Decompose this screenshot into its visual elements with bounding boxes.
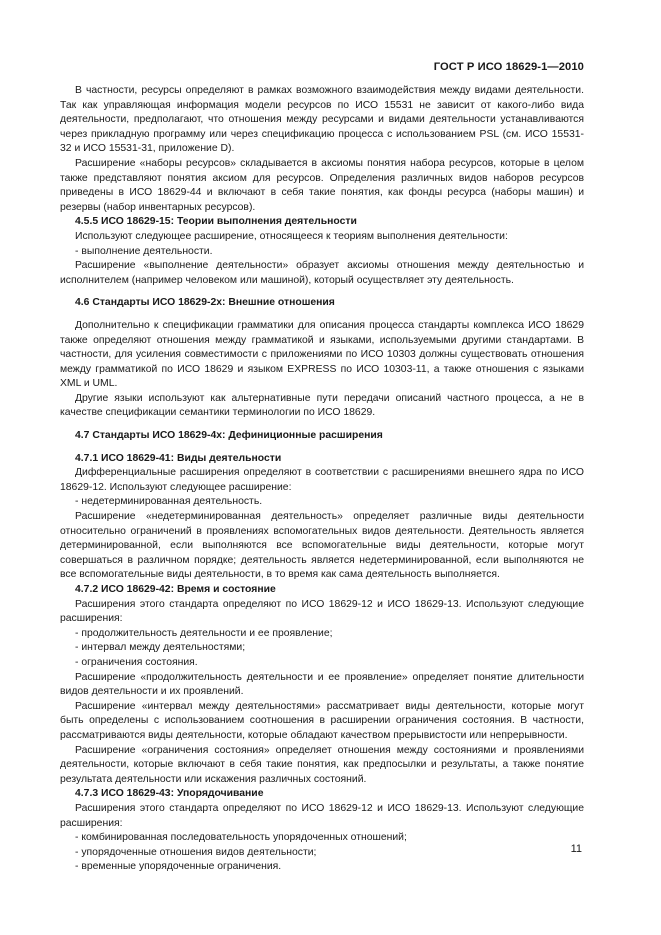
paragraph: В частности, ресурсы определяют в рамках возможного взаимодействия между видами деятельности. Так как управляющая информация модели ресурсов по ИСО 15531 не зависит от какого-либо вида деятельности, предполагают, что отношения между ресурсами и видами деятельности устанавливаются через прикладную программу или через спецификацию процесса с использованием PSL (см. ИСО 15531-32 и ИСО 15531-31, приложение D). [60,85,584,155]
list-item: - временные упорядоченные ограничения. [75,861,282,873]
paragraph: Расширение «продолжительность деятельности и ее проявление» определяет понятие длительности видов деятельности и их проявлений. [60,671,584,698]
list-item: - ограничения состояния. [75,656,198,668]
paragraph: Расширение «наборы ресурсов» складывается в аксиомы понятия набора ресурсов, которые в целом также представляют понятия аксиом для ресурсов. Определения различных видов наборов ресурсов приведены в ИСО 18629-44 и включают в себя такие понятия, как фонды ресурса (наборы машин) и резервы (набор инвентарных ресурсов). [60,157,584,213]
section-heading: 4.7.3 ИСО 18629-43: Упорядочивание [75,788,264,800]
paragraph: Дифференциальные расширения определяют в соответствии с расширениями внешнего ядра по ИСО 18629-12. Используют следующее расширение: [60,467,584,493]
standard-header: ГОСТ Р ИСО 18629-1—2010 [433,61,584,73]
section-heading: 4.5.5 ИСО 18629-15: Теории выполнения деятельности [75,216,357,228]
section-heading: 4.7.2 ИСО 18629-42: Время и состояние [75,584,276,595]
paragraph: Расширения этого стандарта определяют по ИСО 18629-12 и ИСО 18629-13. Используют следующие расширения: [60,802,584,829]
paragraph: Расширение «выполнение деятельности» образует аксиомы отношения между деятельностью и исполнителем (например человеком или машиной), который осуществляет эту деятельность. [60,260,584,286]
document-body [60,84,584,875]
section-heading: 4.7 Стандарты ИСО 18629-4х: Дефиниционные расширения [75,430,383,442]
paragraph: Дополнительно к спецификации грамматики для описания процесса стандарты комплекса ИСО 18629 также определяют отношения между грамматикой и языками, используемыми другими стандартами. В частности, для усиления совместимости с приложениями по ИСО 10303 должны существовать отношения между грамматикой по ИСО 18629 и языком EXPRESS по ИСО 10303-11, а также отношения с языками XML и UML. [60,319,584,390]
section-heading: 4.7.1 ИСО 18629-41: Виды деятельности [75,452,282,464]
paragraph: Расширение «недетерминированная деятельность» определяет различные виды деятельности относительно ограничений в проявлениях вспомогательных видов деятельности. Деятельность является детерминированной, если выполняются все вспомогательные виды деятельности, которые могут совершаться в различном порядке; деятельность является недетерминированной, если выполняются не все вспомогательные виды деятельности, в то время как сама деятельность выполняется. [60,511,584,581]
paragraph: Используют следующее расширение, относящееся к теориям выполнения деятельности: [75,230,508,242]
list-item: - упорядоченные отношения видов деятельности; [75,846,317,858]
paragraph: Другие языки используют как альтернативные пути передачи описаний частного процесса, а не в качестве спецификации семантики терминологии по ИСО 18629. [60,392,584,419]
list-item: - комбинированная последовательность упорядоченных отношений; [75,832,407,844]
list-item: - интервал между деятельностями; [75,642,246,654]
list-item: - продолжительность деятельности и ее проявление; [75,627,333,639]
paragraph: Расширение «интервал между деятельностями» рассматривает виды деятельности, которые могут быть определены с использованием соотношения в расширении ограничения состояния. В частности, рассматриваются виды деятельности, которые обладают качеством прерывистости или непрерывности. [60,700,584,741]
paragraph: Расширения этого стандарта определяют по ИСО 18629-12 и ИСО 18629-13. Используют следующие расширения: [60,598,584,625]
section-heading: 4.6 Стандарты ИСО 18629-2х: Внешние отношения [75,297,335,309]
list-item: - недетерминированная деятельность. [75,496,263,508]
list-item: - выполнение деятельности. [75,245,213,257]
paragraph: Расширение «ограничения состояния» определяет отношения между состояниями и проявлениями деятельности, которые включают в себя такие понятия, как предпосылки и результаты, а также понятие результата деятельности или искажения различных состояний. [60,744,584,785]
page-number: 11 [570,843,582,855]
